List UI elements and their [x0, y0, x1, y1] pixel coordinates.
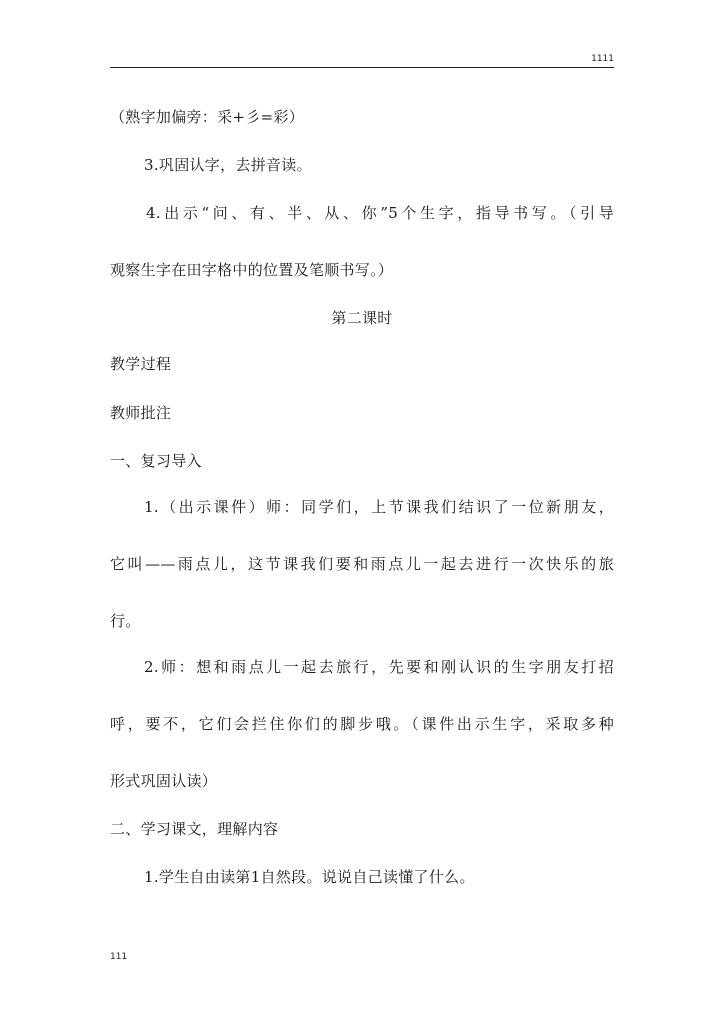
heading-teaching-process: 教学过程: [110, 355, 172, 373]
text-line: （熟字加偏旁：采+彡=彩）: [110, 108, 305, 126]
text-line: 3.巩固认字，去拼音读。: [144, 156, 312, 174]
text-line: 4.出示“问、有、半、从、你”5个生字，指导书写。（引导: [146, 204, 614, 222]
text-line: 1.（出示课件）师：同学们，上节课我们结识了一位新朋友，: [144, 498, 614, 516]
header-rule: [110, 67, 614, 68]
text-line: 它叫——雨点儿，这节课我们要和雨点儿一起去进行一次快乐的旅: [110, 555, 614, 573]
text-line: 行。: [110, 612, 141, 630]
text-line: 1.学生自由读第1自然段。说说自己读懂了什么。: [144, 868, 475, 886]
text-line: 呼，要不，它们会拦住你们的脚步哦。（课件出示生字，采取多种: [110, 715, 614, 733]
heading-review: 一、复习导入: [110, 452, 202, 470]
section-title: 第二课时: [331, 309, 393, 327]
header-page-number: 1111: [591, 54, 614, 64]
heading-study-text: 二、学习课文，理解内容: [110, 820, 279, 838]
heading-teacher-notes: 教师批注: [110, 404, 172, 422]
text-line: 形式巩固认读）: [110, 772, 218, 790]
footer-page-number: 111: [110, 952, 128, 962]
text-line: 观察生字在田字格中的位置及笔顺书写。）: [110, 261, 394, 279]
text-line: 2.师：想和雨点儿一起去旅行，先要和刚认识的生字朋友打招: [144, 658, 614, 676]
